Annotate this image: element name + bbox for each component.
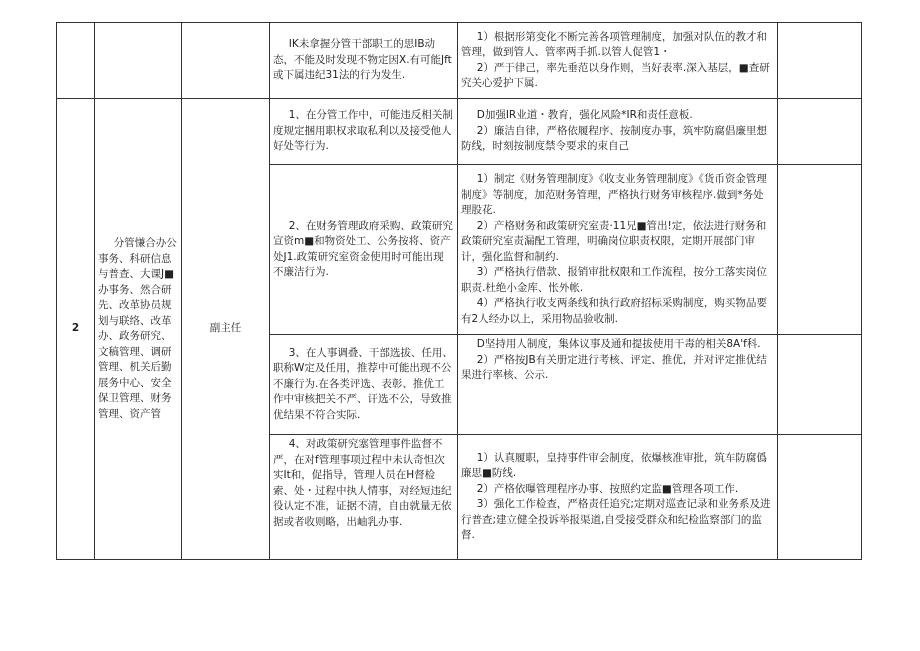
remark-cell-empty	[778, 99, 862, 165]
table-row	[57, 99, 862, 165]
measure-item: 1）制定《财务管理制度》《收支业务管理制度》《货币资金管理制度》等制度，加范财务管理，严格执行财务审核程序.做到*务处理股花.	[461, 173, 767, 216]
scope-cell-empty	[95, 23, 182, 99]
post-title: 副主任	[182, 99, 270, 560]
number-cell-empty	[57, 23, 95, 99]
remark-cell-empty	[778, 435, 862, 560]
table-row	[57, 23, 862, 99]
remark-cell-empty	[778, 165, 862, 335]
measure-item: 1）根据形第变化不断完善各项管理制度，加强对队伍的教才和管理，做到管人、管率两手抓.以管人促管1・	[461, 30, 767, 58]
measure-item: 3）严格执行借款、报销审批权限和工作流程，按分工落实岗位职责.杜绝小金库、怅外帐.	[461, 266, 767, 294]
measure-item: 2）严格按JB有关册定进行考核、评定、推优，并对评定推优结果进行率核、公示.	[461, 353, 767, 381]
measure-item: 2）产格财务和政策研究室责·11兄■管出!定，依法进行财务和政策研究室责漏配工管理，明确岗位职责权限，定期开展部门审计，强化监督和制约.	[461, 219, 767, 263]
measure-item: 2）产格依曝管理程序办事、按照约定监■管理各项工作.	[476, 482, 739, 495]
responsibility-scope-text: 分管慊合办公事务、科研信息与普查、大课J■办事务、然合研先、改革协员规划与联络、改革办、政务研究、文稿管理、调研管理、机关后勤展务中心、安全保卫管理、财务管理、资产管	[98, 237, 177, 420]
risk-point-text: 4、对政策研究塞管理事件监督不严，在对f管理事项过程中未认奇怛次实It和，促指导，管理人员在H督检索、处・过程中执人情事，对经短违纪役认定不准，证据不清，自由就量无依据或者收则略，出岫乳办事.	[273, 438, 452, 528]
control-measures-cell	[458, 99, 778, 165]
control-measures-cell	[458, 23, 778, 99]
control-measures-cell	[458, 165, 778, 335]
risk-control-table	[56, 22, 862, 560]
remark-cell-empty	[778, 335, 862, 435]
risk-point-cell	[270, 335, 458, 435]
measure-item: 1）认真履职，皇持事件审会制度，依爆核准审批，筑车防腐僞廉思■防线.	[461, 451, 767, 479]
risk-point-cell	[270, 99, 458, 165]
measure-item: 3）强化工作检查，严格责任追究;定期对巡查记录和业务系及进行普查;建立健全投诉举报渠道,自受接受群众和纪检监察部门的监督.	[461, 498, 771, 541]
responsibility-scope-cell	[95, 99, 182, 560]
measure-item: D加强IR业道・教育，强化风险*IR和责任意板.	[476, 109, 693, 122]
measure-item: 4）严格执行收支两条线和执行政府招标采购制度，购买物品要有2人经办以上，采用物品验收制.	[461, 297, 767, 325]
risk-point-cell	[270, 23, 458, 99]
measure-item: 2）严于律己，率先垂范以身作则，当好表率.深入基层，■查研究关心爱护下属.	[461, 61, 770, 89]
remark-cell-empty	[778, 23, 862, 99]
measure-item: D坚持用人制度，集体议事及通和提拔使用干毒的相关8A'f科.	[476, 338, 761, 350]
measure-item: 2）廉洁自律，严格依履程序、按制度办事，筑牢防腐倡廉里想防线，时刻按制度禁令要求的束自己	[461, 124, 767, 153]
control-measures-cell	[458, 335, 778, 435]
risk-point-text: 2、在财务管理政府采购、政策研究宣资m■和物资处工、公务按将、资产处J1.政策研究室资金使用时可能出现不廉洁行为.	[273, 219, 453, 278]
row-number: 2	[57, 99, 95, 560]
post-cell-empty	[182, 23, 270, 99]
risk-point-cell	[270, 165, 458, 335]
risk-point-text: IK未拿握分管干部职工的思IB动态，不能及时发现不物定因X.有可能Jft或下属违纪31法的行为发生.	[273, 38, 452, 82]
risk-point-text: 1、在分管工作中，可能违反相关制度规定捆用职权求取私利以及接受他人好处等行为.	[273, 109, 453, 153]
control-measures-cell	[458, 435, 778, 560]
risk-point-text: 3、在人事调叠、干部选拔、任用、职称W定及任用，推荐中可能出现不公不廉行为.在各类评选、表彰、推优工作中审核把关不严、讦选不公，导致推优结果不符合实际.	[273, 346, 453, 421]
risk-point-cell	[270, 435, 458, 560]
